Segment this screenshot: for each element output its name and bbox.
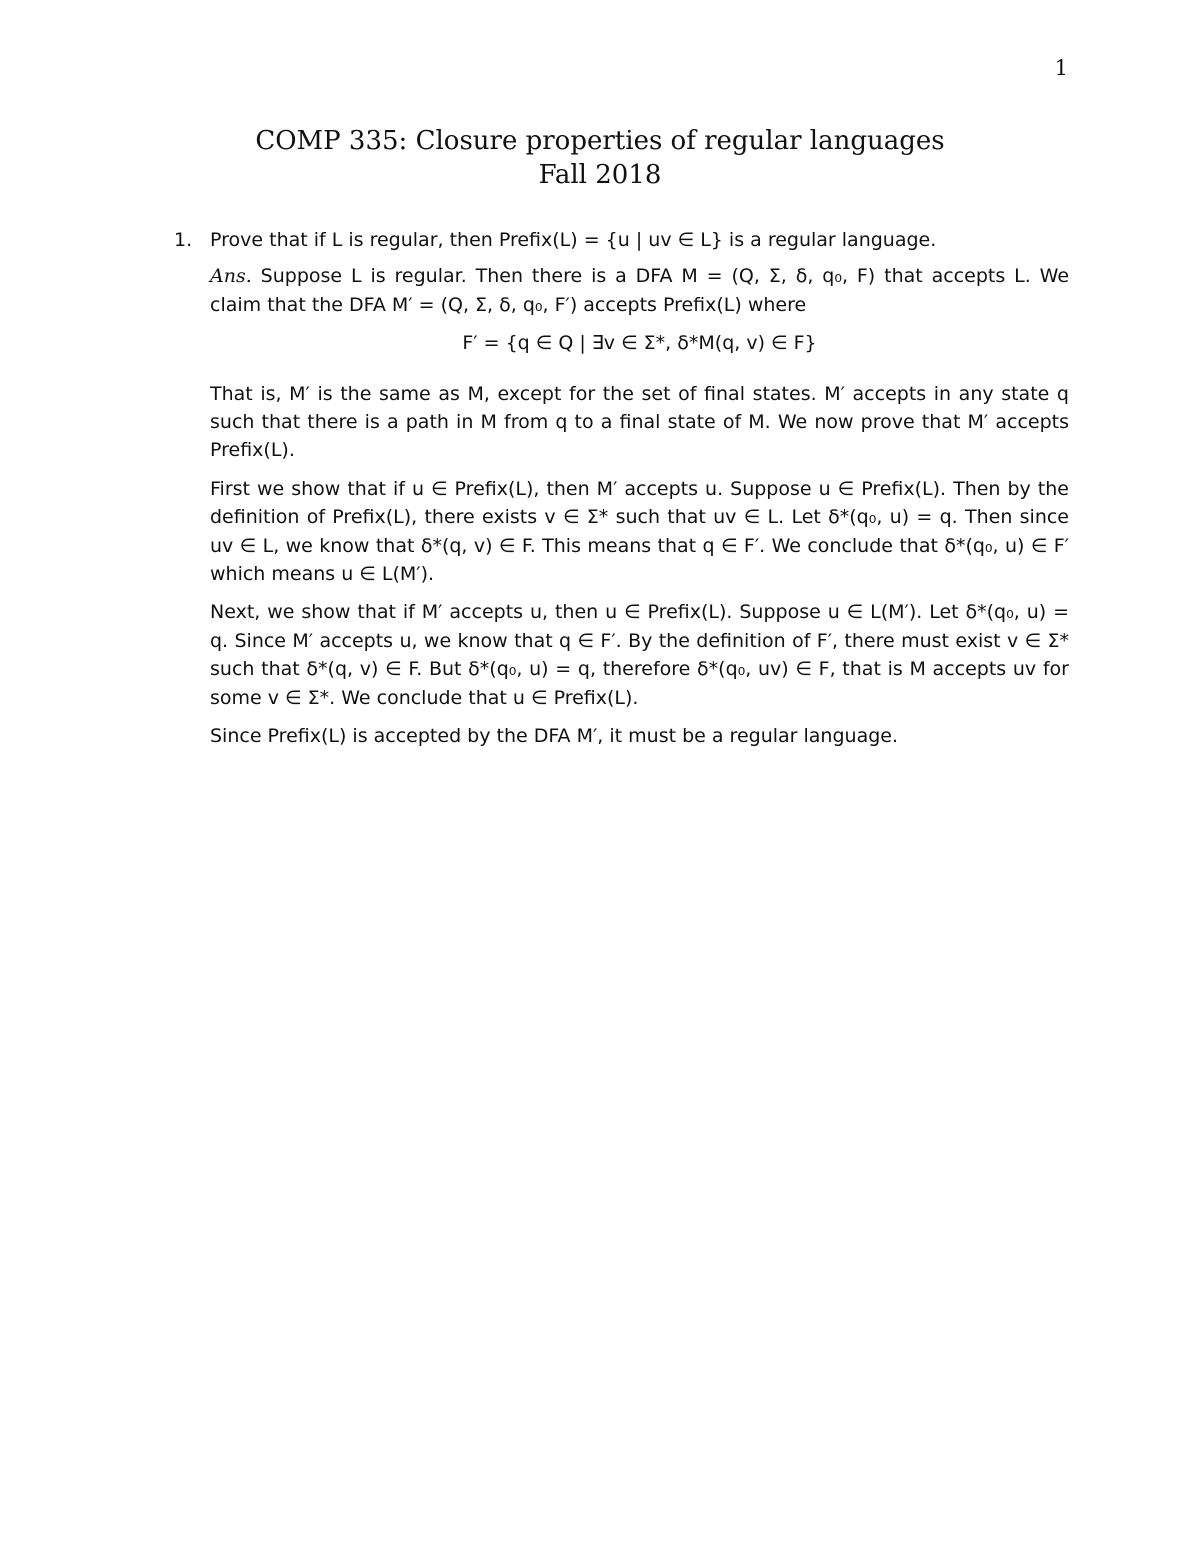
answer-paragraph-2: First we show that if u ∈ Prefix(L), then M′ accepts u. Suppose u ∈ Prefix(L). Then by the definition of Prefix(L), there exists v ∈ Σ* such that uv ∈ L. Let δ*(q₀, u) = q. Then since uv ∈ L, we know that δ*(q, v) ∈ F. This means that q ∈ F′. We conclude that δ*(q₀, u) ∈ F′ which means u ∈ L(M′). bbox=[210, 477, 1069, 586]
problem-item bbox=[174, 226, 1069, 751]
document-body bbox=[174, 226, 1069, 761]
page-number: 1 bbox=[1054, 56, 1068, 80]
document-title: COMP 335: Closure properties of regular languages bbox=[255, 126, 945, 156]
problem-question: Prove that if L is regular, then Prefix(L) = {u | uv ∈ L} is a regular language. bbox=[210, 229, 937, 251]
answer-intro bbox=[210, 262, 1069, 319]
display-equation: F′ = {q ∈ Q | ∃v ∈ Σ*, δ*M(q, v) ∈ F} bbox=[462, 332, 817, 355]
answer-paragraph-3: Next, we show that if M′ accepts u, then u ∈ Prefix(L). Suppose u ∈ L(M′). Let δ*(q₀, u) = q. Since M′ accepts u, we know that q ∈ F′. By the definition of F′, there must exist v ∈ Σ* such that δ*(q, v) ∈ F. But δ*(q₀, u) = q, therefore δ*(q₀, uv) ∈ F, that is M accepts uv for some v ∈ Σ*. We conclude that u ∈ Prefix(L). bbox=[210, 601, 1069, 709]
document-subtitle: Fall 2018 bbox=[538, 160, 662, 190]
answer-label: Ans. bbox=[210, 265, 252, 288]
answer-paragraph-4: Since Prefix(L) is accepted by the DFA M′, it must be a regular language. bbox=[210, 725, 899, 748]
answer-paragraph-1: That is, M′ is the same as M, except for the set of final states. M′ accepts in any state q such that there is a path in M from q to a final state of M. We now prove that M′ accepts Prefix(L). bbox=[210, 382, 1069, 462]
problem-number: 1. bbox=[174, 229, 193, 251]
answer-intro-text: Suppose L is regular. Then there is a DFA M = (Q, Σ, δ, q₀, F) that accepts L. We claim that the DFA M′ = (Q, Σ, δ, q₀, F′) accepts Prefix(L) where bbox=[210, 265, 1070, 316]
title-block bbox=[0, 124, 1200, 192]
